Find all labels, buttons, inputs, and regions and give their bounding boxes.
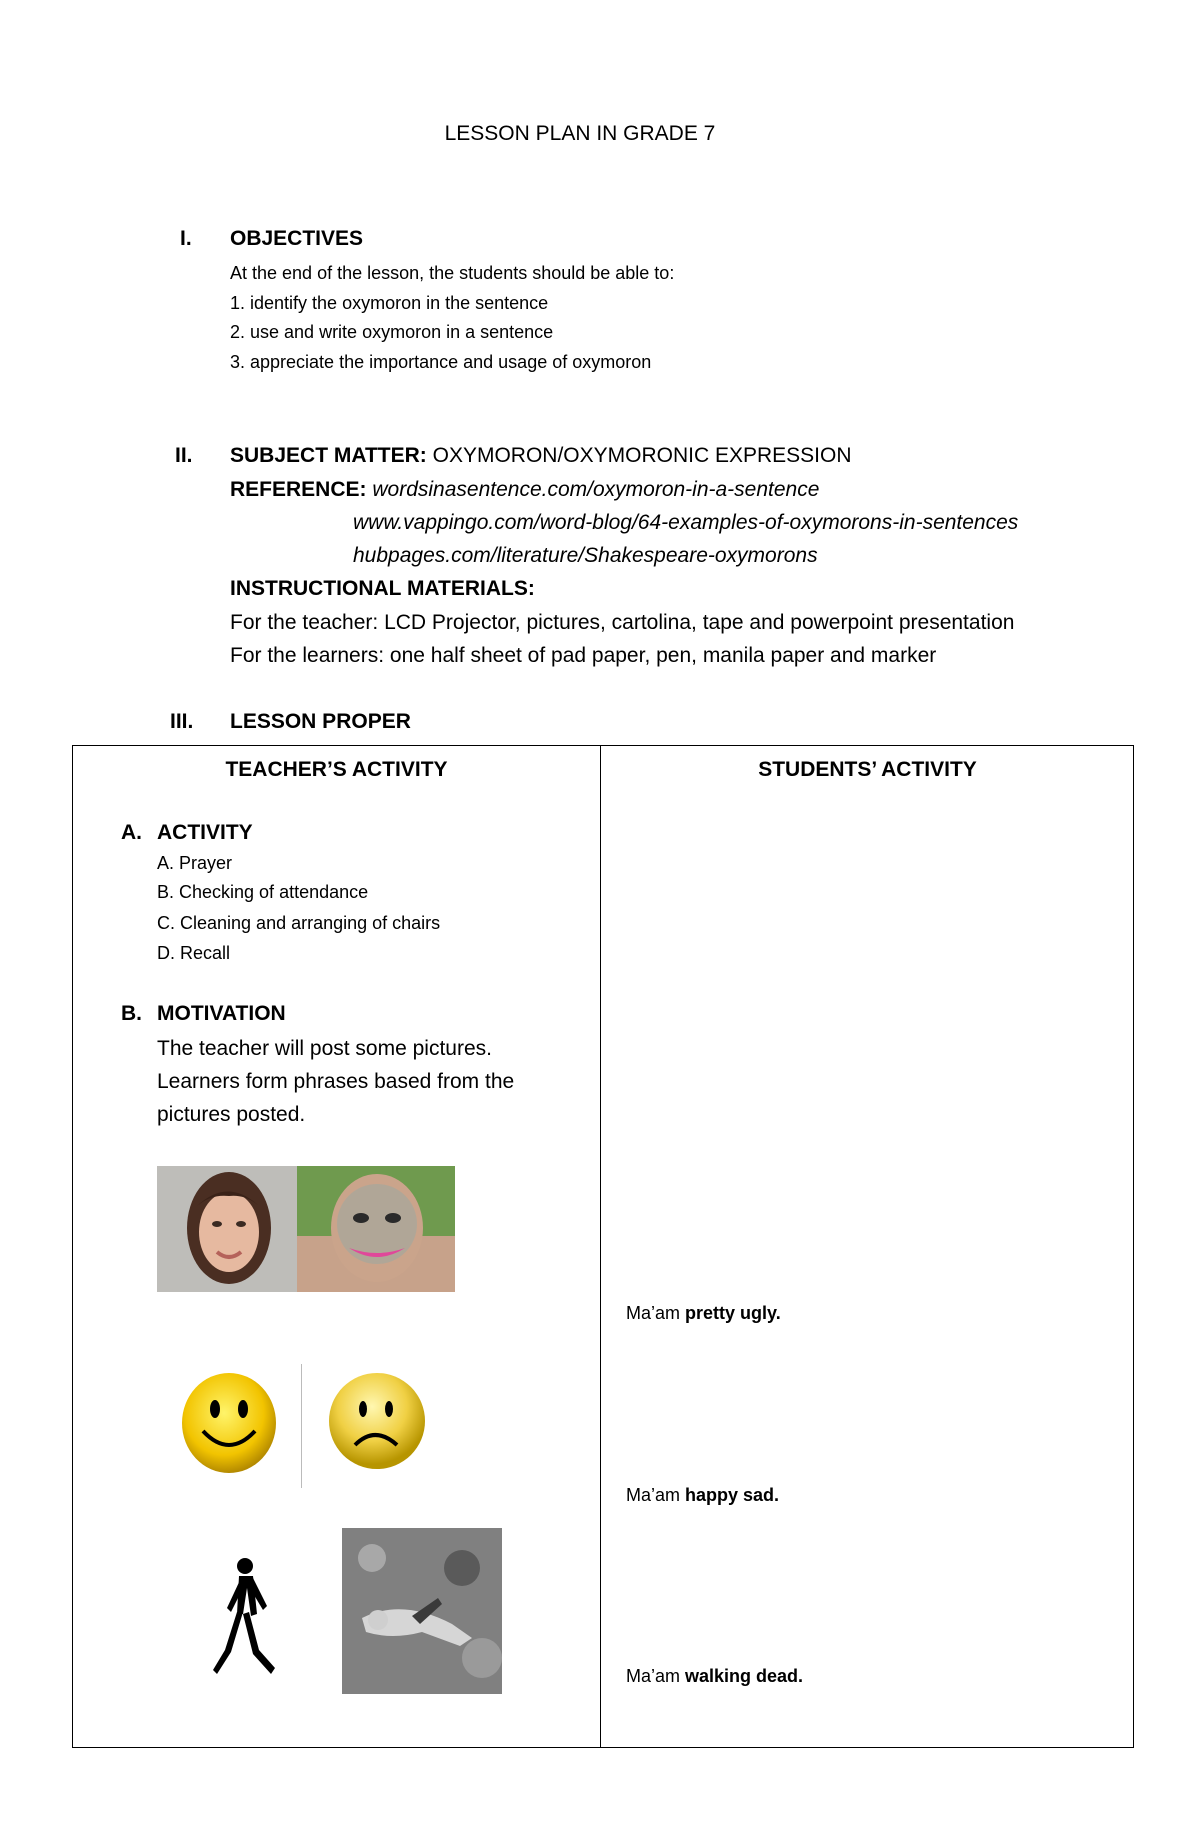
teacher-activity-header: TEACHER’S ACTIVITY: [225, 758, 448, 781]
section-numeral-objectives: I.: [180, 227, 192, 250]
student-response: [626, 1303, 781, 1324]
student-response: [626, 1485, 779, 1506]
document-title: LESSON PLAN IN GRADE 7: [444, 122, 716, 145]
students-activity-header: STUDENTS’ ACTIVITY: [758, 758, 977, 781]
instructional-materials-label: INSTRUCTIONAL MATERIALS:: [230, 577, 535, 600]
smiley-divider: [301, 1364, 302, 1488]
materials-learners: For the learners: one half sheet of pad paper, pen, manila paper and marker: [230, 644, 937, 667]
section-numeral-lesson: III.: [170, 710, 194, 733]
motivation-text: pictures posted.: [157, 1103, 306, 1126]
response-oxymoron: happy sad: [685, 1485, 775, 1505]
lesson-table: [72, 745, 1134, 1748]
activity-item: A. Prayer: [157, 853, 233, 873]
subject-matter-label: SUBJECT MATTER:: [230, 444, 427, 467]
activity-letter: A.: [121, 821, 142, 844]
objectives-intro: At the end of the lesson, the students should be able to:: [230, 263, 675, 283]
response-oxymoron: pretty ugly: [685, 1303, 776, 1323]
response-prefix: Ma’am: [626, 1485, 686, 1505]
response-suffix: .: [774, 1485, 780, 1505]
subject-matter-value: OXYMORON/OXYMORONIC EXPRESSION: [432, 444, 852, 467]
response-prefix: Ma’am: [626, 1666, 686, 1686]
section-numeral-subject: II.: [175, 444, 193, 467]
dead-body-photo: [342, 1528, 502, 1694]
response-oxymoron: walking dead: [685, 1666, 799, 1686]
objective-item: 3. appreciate the importance and usage of oxymoron: [230, 352, 652, 372]
motivation-text: The teacher will post some pictures.: [157, 1037, 492, 1060]
sad-smiley-icon: [327, 1369, 427, 1473]
response-suffix: .: [775, 1303, 781, 1323]
reference-line: [230, 478, 819, 502]
reference-item: www.vappingo.com/word-blog/64-examples-of-oxymorons-in-sentences: [353, 511, 1019, 534]
activity-item: D. Recall: [157, 943, 231, 963]
activity-item: B. Checking of attendance: [157, 882, 369, 902]
materials-teacher: For the teacher: LCD Projector, pictures, cartolina, tape and powerpoint presentation: [230, 611, 1015, 634]
subject-matter-line: [230, 444, 852, 468]
motivation-letter: B.: [121, 1002, 142, 1025]
activity-item: C. Cleaning and arranging of chairs: [157, 913, 441, 933]
motivation-text: Learners form phrases based from the: [157, 1070, 515, 1093]
happy-smiley-icon: [179, 1369, 279, 1477]
reference-label: REFERENCE:: [230, 478, 367, 501]
lesson-proper-heading: LESSON PROPER: [230, 710, 411, 733]
activity-heading: ACTIVITY: [157, 821, 253, 844]
ugly-face-photo: [297, 1166, 455, 1292]
pretty-face-photo: [157, 1166, 297, 1292]
student-response: [626, 1666, 803, 1687]
reference-item: hubpages.com/literature/Shakespeare-oxymorons: [353, 544, 818, 567]
walking-person-icon: [209, 1556, 281, 1682]
motivation-heading: MOTIVATION: [157, 1002, 286, 1025]
objectives-heading: OBJECTIVES: [230, 227, 364, 250]
column-divider: [600, 746, 601, 1747]
objective-item: 1. identify the oxymoron in the sentence: [230, 293, 549, 313]
objective-item: 2. use and write oxymoron in a sentence: [230, 322, 554, 342]
response-suffix: .: [798, 1666, 804, 1686]
reference-item: wordsinasentence.com/oxymoron-in-a-sentence: [372, 478, 820, 501]
response-prefix: Ma’am: [626, 1303, 686, 1323]
